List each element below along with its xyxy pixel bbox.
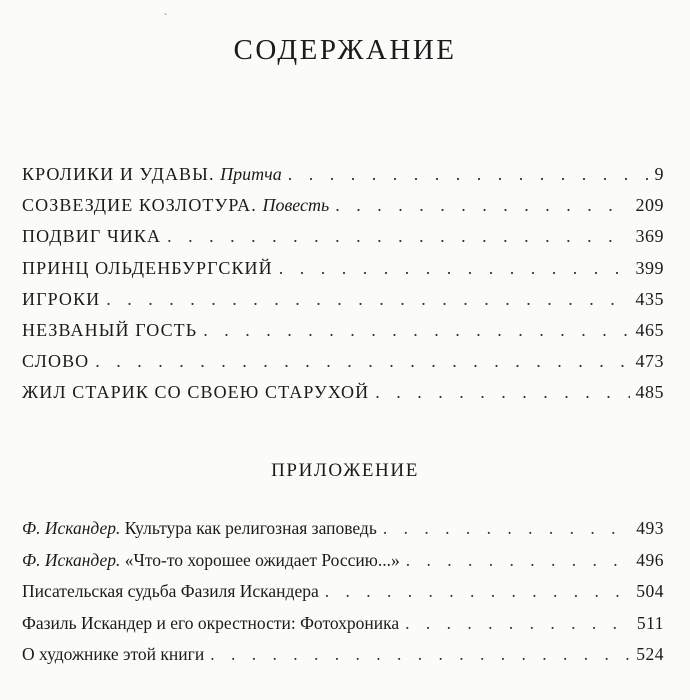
appendix-entry-label: [22, 644, 204, 665]
toc-entry: [22, 289, 664, 320]
toc-entry-title: КРОЛИКИ И УДАВЫ.: [22, 164, 215, 184]
appendix-entry-author: Ф. Искандер.: [22, 518, 121, 538]
toc-entry-page: 209: [635, 195, 664, 216]
dot-leader: [95, 351, 629, 372]
toc-entry-page: 9: [654, 164, 664, 184]
toc-entry: [22, 382, 664, 413]
toc-entry-page: 465: [635, 319, 664, 340]
toc-entry-label: [22, 226, 161, 247]
toc-entry-page: 399: [635, 257, 664, 278]
appendix-entry-page: 511: [636, 612, 664, 633]
table-of-contents: [22, 164, 664, 414]
toc-entry-label: [22, 289, 100, 310]
appendix-contents: [22, 518, 664, 676]
toc-entry-title: ИГРОКИ: [22, 288, 101, 309]
appendix-entry-title: «Что-то хорошее ожидает Россию...»: [124, 549, 400, 570]
toc-entry-title: СЛОВО: [22, 351, 90, 372]
appendix-entry: [22, 518, 664, 550]
appendix-heading: ПРИЛОЖЕНИЕ: [271, 460, 419, 481]
toc-entry-page: 485: [635, 382, 664, 403]
toc-entry: [22, 258, 664, 289]
dot-leader: [279, 258, 630, 279]
toc-entry: [22, 320, 664, 351]
toc-entry-subtitle: Повесть: [262, 195, 330, 216]
toc-entry: [22, 226, 664, 257]
toc-entry-page: 369: [635, 226, 664, 247]
toc-entry: [22, 195, 664, 226]
dot-leader: [106, 289, 629, 310]
toc-entry-label: [22, 382, 369, 403]
toc-entry-title: НЕЗВАНЫЙ ГОСТЬ: [22, 319, 198, 340]
appendix-entry-page: 504: [636, 581, 664, 601]
appendix-entry-page: 493: [636, 518, 664, 538]
appendix-entry: [22, 613, 664, 645]
appendix-entry: [22, 581, 664, 613]
dot-leader: [335, 195, 629, 216]
page-title: СОДЕРЖАНИЕ: [233, 34, 457, 66]
dot-leader: [406, 550, 631, 571]
appendix-entry-title: Писательская судьба Фазиля Искандера: [22, 581, 319, 601]
print-mark: ˘: [164, 12, 167, 22]
dot-leader: [210, 644, 630, 665]
appendix-entry-page: 524: [636, 644, 664, 664]
appendix-entry-label: [22, 550, 400, 571]
toc-entry-label: [22, 320, 197, 341]
dot-leader: [203, 320, 629, 341]
toc-entry-page: 435: [635, 288, 664, 309]
toc-entry-label: [22, 351, 89, 372]
toc-entry-title: ЖИЛ СТАРИК СО СВОЕЮ СТАРУХОЙ: [22, 382, 370, 403]
dot-leader: [167, 226, 629, 247]
toc-entry-title: ПРИНЦ ОЛЬДЕНБУРГСКИЙ: [22, 257, 273, 278]
toc-entry-title: СОЗВЕЗДИЕ КОЗЛОТУРА.: [22, 195, 257, 216]
appendix-entry-label: [22, 581, 319, 602]
appendix-entry-title: Культура как религозная заповедь: [124, 518, 377, 538]
dot-leader: [288, 164, 649, 185]
toc-entry: [22, 164, 664, 195]
dot-leader: [405, 613, 631, 634]
dot-leader: [375, 382, 629, 403]
toc-entry-subtitle: Притча: [220, 164, 282, 184]
appendix-entry-label: [22, 518, 377, 539]
toc-entry-label: [22, 195, 329, 216]
toc-entry-page: 473: [635, 351, 664, 372]
toc-entry-label: [22, 258, 273, 279]
toc-entry-label: [22, 164, 282, 185]
appendix-entry-title: Фазиль Искандер и его окрестности: Фотохроника: [22, 612, 400, 633]
appendix-entry: [22, 644, 664, 676]
toc-entry: [22, 351, 664, 382]
dot-leader: [383, 518, 630, 539]
appendix-entry-page: 496: [636, 549, 664, 570]
toc-entry-title: ПОДВИГ ЧИКА: [22, 226, 162, 247]
dot-leader: [325, 581, 631, 602]
appendix-entry-label: [22, 613, 399, 634]
appendix-entry: [22, 550, 664, 582]
appendix-entry-author: Ф. Искандер.: [22, 549, 121, 570]
appendix-entry-title: О художнике этой книги: [22, 644, 205, 664]
